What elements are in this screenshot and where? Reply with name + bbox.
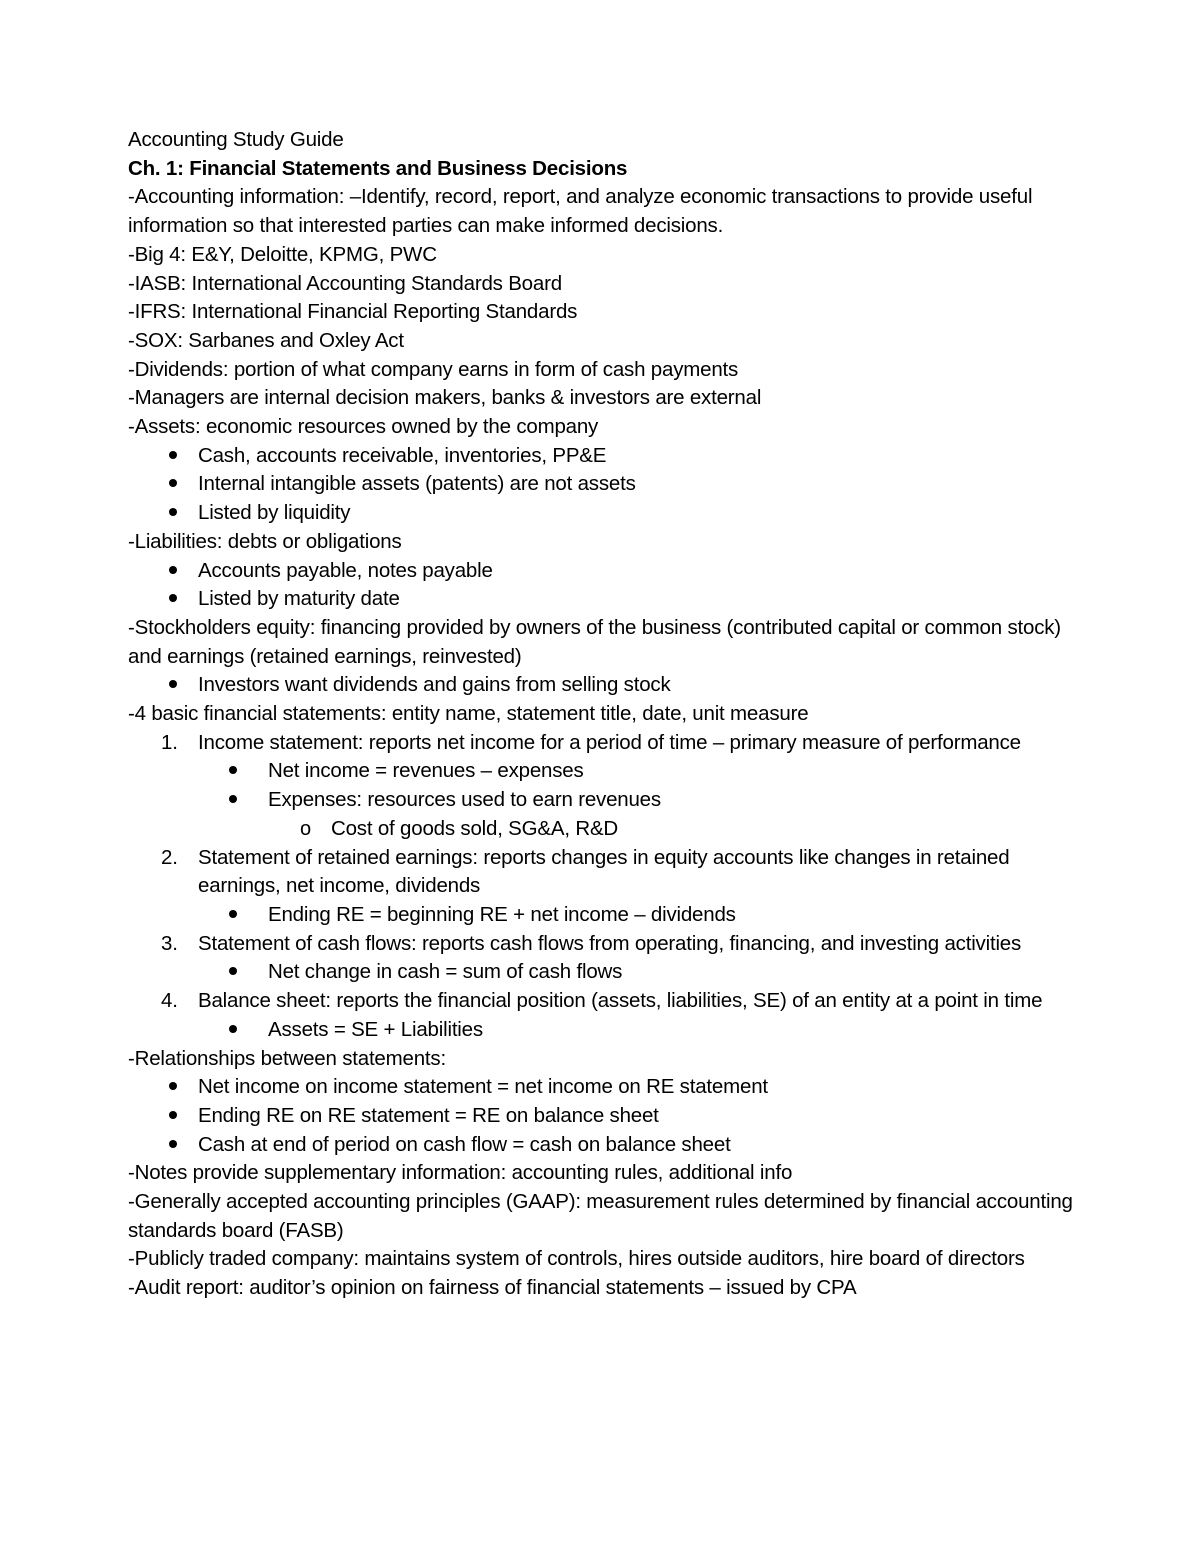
note-audit-report: -Audit report: auditor’s opinion on fairness of financial statements – issued by CPA xyxy=(128,1276,857,1300)
list-item: Internal intangible assets (patents) are not assets xyxy=(128,470,1073,499)
list-item: o Cost of goods sold, SG&A, R&D xyxy=(128,815,1073,844)
list-item: Investors want dividends and gains from selling stock xyxy=(128,671,1073,700)
list-number: 1. xyxy=(161,730,178,754)
list-item: Ending RE = beginning RE + net income – dividends xyxy=(128,901,1073,930)
numbered-item: 2. Statement of retained earnings: reports changes in equity accounts like changes in retained earnings, net income, dividends xyxy=(161,845,1010,898)
list-item: Net income = revenues – expenses xyxy=(128,757,1073,786)
list-number: 4. xyxy=(161,989,178,1013)
bullet-icon xyxy=(169,470,177,499)
list-item: Net change in cash = sum of cash flows xyxy=(128,958,1073,987)
note-gaap: -Generally accepted accounting principles (GAAP): measurement rules determined by financial accounting standards board (FASB) xyxy=(128,1190,1073,1242)
numbered-item: 3. Statement of cash flows: reports cash flows from operating, financing, and investing activities xyxy=(128,930,1073,959)
numbered-item: 4. Balance sheet: reports the financial position (assets, liabilities, SE) of an entity at a point in time xyxy=(128,987,1073,1016)
bullet-icon xyxy=(229,1016,237,1045)
note-iasb: -IASB: International Accounting Standards Board xyxy=(128,271,562,295)
list-item: Assets = SE + Liabilities xyxy=(128,1016,1073,1045)
note-ifrs: -IFRS: International Financial Reporting Standards xyxy=(128,300,578,324)
note-notes: -Notes provide supplementary information: accounting rules, additional info xyxy=(128,1161,793,1185)
bullet-icon xyxy=(169,1073,177,1102)
chapter-heading: Ch. 1: Financial Statements and Business Decisions xyxy=(128,156,628,180)
list-item: Listed by maturity date xyxy=(128,585,1073,614)
note-dividends: -Dividends: portion of what company earns in form of cash payments xyxy=(128,357,739,381)
note-managers: -Managers are internal decision makers, banks & investors are external xyxy=(128,386,762,410)
bullet-icon xyxy=(229,786,237,815)
list-number: 2. xyxy=(161,845,178,869)
list-item: Expenses: resources used to earn revenues xyxy=(128,786,1073,815)
list-item: Ending RE on RE statement = RE on balance sheet xyxy=(128,1102,1073,1131)
document-page xyxy=(128,126,1073,1303)
bullet-icon xyxy=(229,901,237,930)
note-stockholders-equity: -Stockholders equity: financing provided by owners of the business (contributed capital or common stock) and earnings (retained earnings, reinvested) xyxy=(128,615,1061,668)
bullet-icon xyxy=(229,757,237,786)
bullet-icon xyxy=(169,671,177,700)
note-publicly-traded: -Publicly traded company: maintains system of controls, hires outside auditors, hire board of directors xyxy=(128,1247,1025,1271)
list-item: Net income on income statement = net income on RE statement xyxy=(128,1073,1073,1102)
list-item: Accounts payable, notes payable xyxy=(128,557,1073,586)
list-item: Listed by liquidity xyxy=(128,499,1073,528)
note-basic-statements: -4 basic financial statements: entity name, statement title, date, unit measure xyxy=(128,702,809,726)
bullet-icon xyxy=(169,1102,177,1131)
list-item: Cash, accounts receivable, inventories, PP&E xyxy=(128,442,1073,471)
bullet-icon xyxy=(169,1131,177,1160)
note-big-4: -Big 4: E&Y, Deloitte, KPMG, PWC xyxy=(128,242,437,266)
bullet-icon xyxy=(169,585,177,614)
numbered-item: 1. Income statement: reports net income for a period of time – primary measure of performance xyxy=(128,729,1073,758)
list-item: Cash at end of period on cash flow = cash on balance sheet xyxy=(128,1131,1073,1160)
bullet-icon xyxy=(169,499,177,528)
circle-bullet-icon xyxy=(300,815,311,844)
bullet-icon xyxy=(229,958,237,987)
bullet-icon xyxy=(169,442,177,471)
note-accounting-information: -Accounting information: –Identify, record, report, and analyze economic transactions to provide useful information so that interested parties can make informed decisions. xyxy=(128,185,1033,238)
note-assets: -Assets: economic resources owned by the company xyxy=(128,415,599,439)
list-number: 3. xyxy=(161,931,178,955)
note-liabilities: -Liabilities: debts or obligations xyxy=(128,529,402,553)
doc-title: Accounting Study Guide xyxy=(128,128,344,151)
note-sox: -SOX: Sarbanes and Oxley Act xyxy=(128,328,404,352)
bullet-icon xyxy=(169,557,177,586)
note-relationships: -Relationships between statements: xyxy=(128,1046,446,1070)
